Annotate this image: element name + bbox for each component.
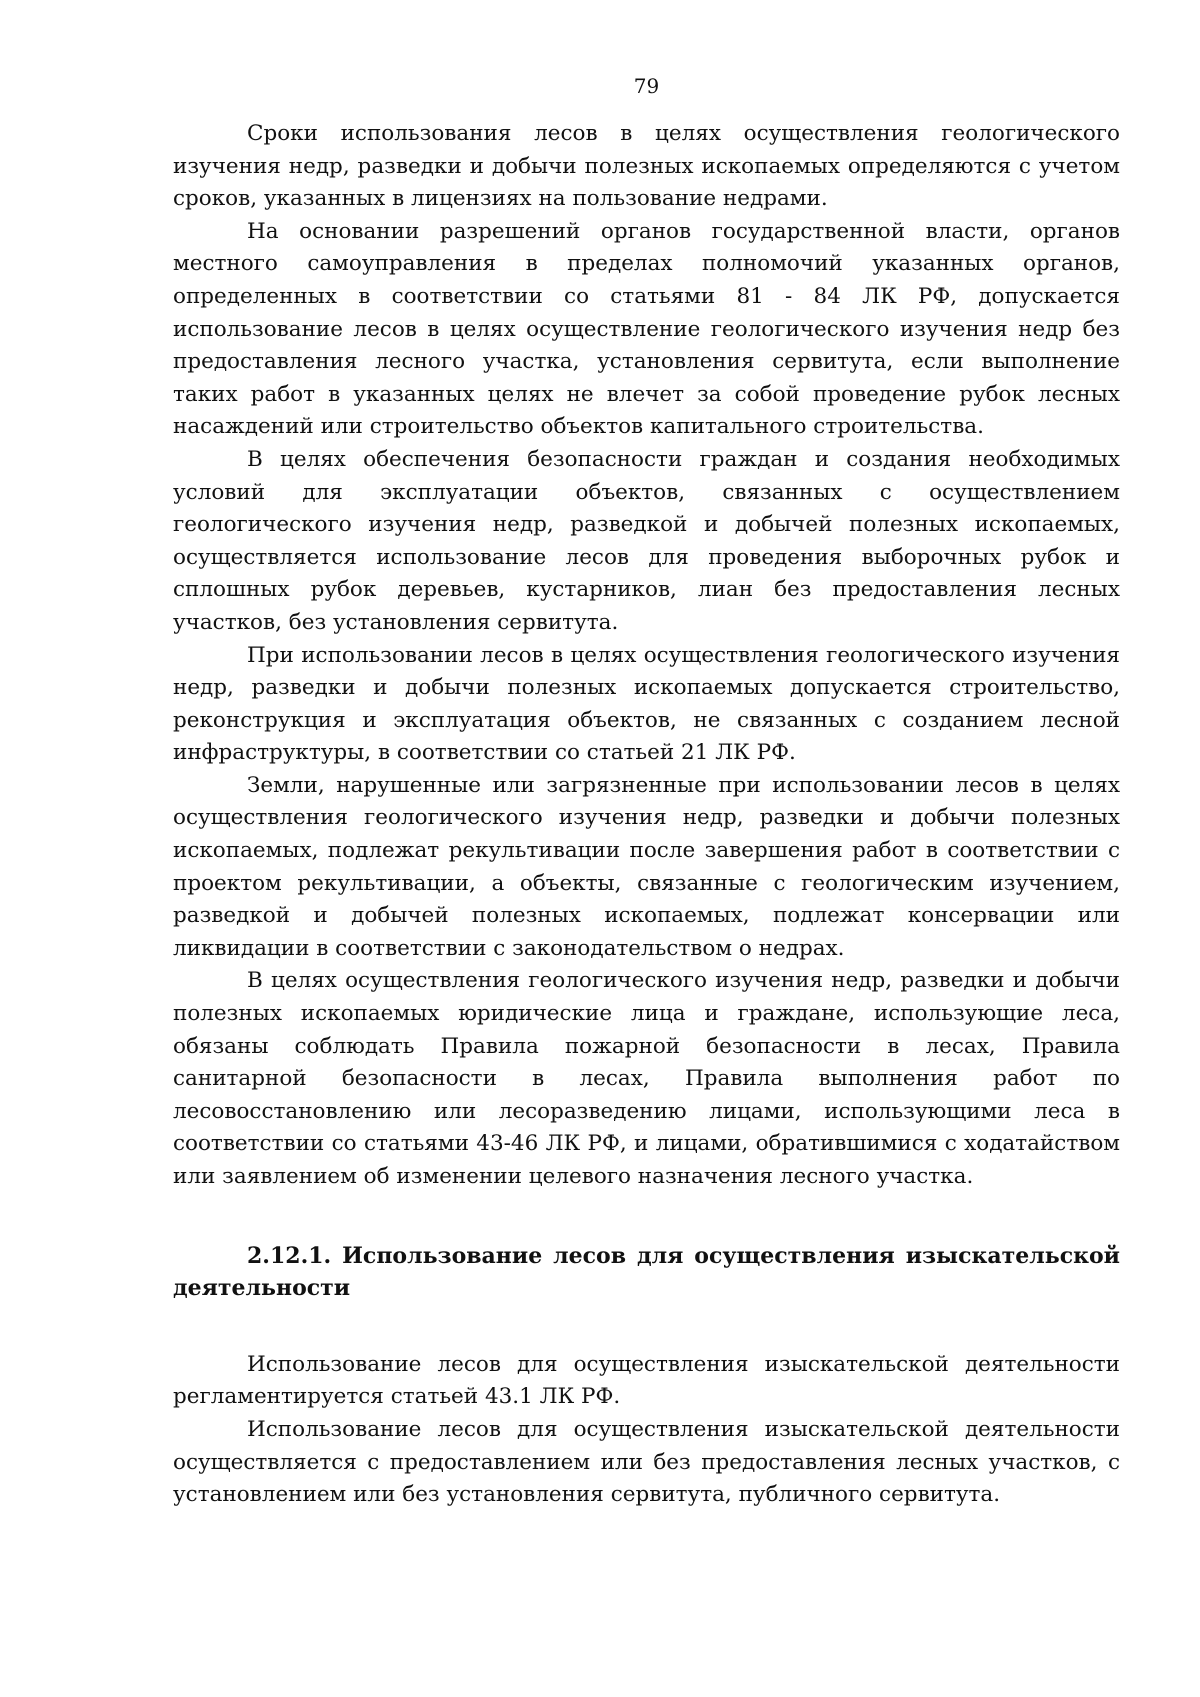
paragraph-survey-plots: Использование лесов для осуществления изыскательской деятельности осуществляется с предоставлением или без предоставления лесных участков, с установлением или без установления сервитута, публичного сервитута. — [173, 1416, 1120, 1508]
paragraph-construction: При использовании лесов в целях осуществления геологического изучения недр, разведки и добычи полезных ископаемых допускается строительство, реконструкция и эксплуатация объектов, не связанных с созданием лесной инфраструктуры, в соответствии со статьей 21 ЛК РФ. — [173, 642, 1120, 766]
document-body — [173, 118, 1120, 1512]
paragraph-safety-felling: В целях обеспечения безопасности граждан и создания необходимых условий для эксплуатации объектов, связанных с осуществлением геологического изучения недр, разведкой и добычей полезных ископаемых, осуществляется использование лесов для проведения выборочных рубок и сплошных рубок деревьев, кустарников, лиан без предоставления лесных участков, без установления сервитута. — [173, 446, 1120, 635]
paragraph-permits: На основании разрешений органов государственной власти, органов местного самоуправления в пределах полномочий указанных органов, определенных в соответствии со статьями 81 - 84 ЛК РФ, допускается использование лесов в целях осуществление геологического изучения недр без предоставления лесного участка, установления сервитута, если выполнение таких работ в указанных целях не влечет за собой проведение рубок лесных насаждений или строительство объектов капитального строительства. — [173, 218, 1120, 440]
paragraph-reclamation: Земли, нарушенные или загрязненные при использовании лесов в целях осуществления геологического изучения недр, разведки и добычи полезных ископаемых, подлежат рекультивации после завершения работ в соответствии с проектом рекультивации, а объекты, связанные с геологическим изучением, разведкой и добычей полезных ископаемых, подлежат консервации или ликвидации в соответствии с законодательством о недрах. — [173, 772, 1120, 961]
section-heading: 2.12.1. Использование лесов для осуществления изыскательской деятельности — [173, 1242, 1120, 1302]
page-number: 79 — [633, 74, 660, 98]
paragraph-survey-regulation: Использование лесов для осуществления изыскательской деятельности регламентируется статьей 43.1 ЛК РФ. — [173, 1351, 1120, 1410]
paragraph-fire-safety-rules: В целях осуществления геологического изучения недр, разведки и добычи полезных ископаемых юридические лица и граждане, использующие леса, обязаны соблюдать Правила пожарной безопасности в лесах, Правила санитарной безопасности в лесах, Правила выполнения работ по лесовосстановлению или лесоразведению лицами, использующими леса в соответствии со статьями 43-46 ЛК РФ, и лицами, обратившимися с ходатайством или заявлением об изменении целевого назначения лесного участка. — [173, 968, 1120, 1189]
paragraph-usage-terms: Сроки использования лесов в целях осуществления геологического изучения недр, разведки и добычи полезных ископаемых определяются с учетом сроков, указанных в лицензиях на пользование недрами. — [173, 121, 1120, 212]
